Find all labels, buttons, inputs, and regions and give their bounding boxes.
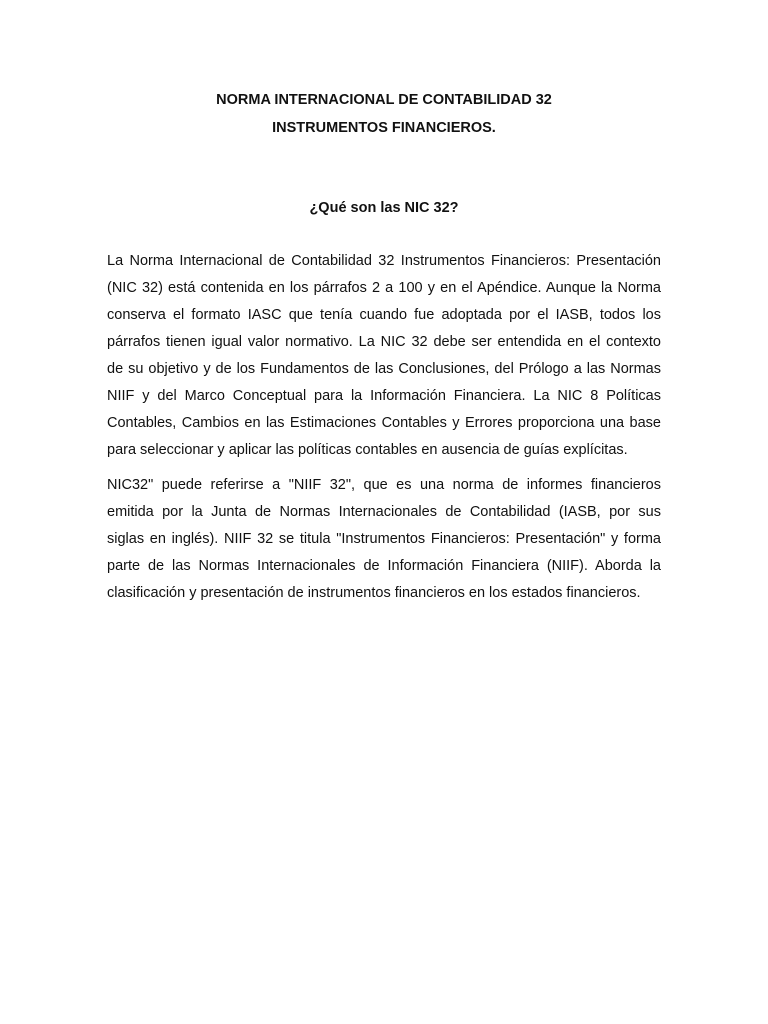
paragraph-line: parte de las Normas Internacionales de Información Financiera (NIIF). Aborda la bbox=[107, 558, 661, 574]
document-title: NORMA INTERNACIONAL DE CONTABILIDAD 32 bbox=[216, 92, 552, 108]
paragraph-line: NIIF y del Marco Conceptual para la Información Financiera. La NIC 8 Políticas bbox=[107, 388, 661, 404]
paragraph-line: de su objetivo y de los Fundamentos de las Conclusiones, del Prólogo a las Normas bbox=[107, 361, 661, 377]
paragraph-line: clasificación y presentación de instrumentos financieros en los estados financieros. bbox=[107, 585, 641, 601]
paragraph-line: La Norma Internacional de Contabilidad 32 Instrumentos Financieros: Presentación bbox=[107, 253, 661, 269]
paragraph-line: siglas en inglés). NIIF 32 se titula "Instrumentos Financieros: Presentación" y forma bbox=[107, 531, 661, 547]
paragraph-line: párrafos tienen igual valor normativo. La NIC 32 debe ser entendida en el contexto bbox=[107, 334, 661, 350]
paragraph-2 bbox=[107, 472, 661, 607]
paragraph-line: NIC32" puede referirse a "NIIF 32", que es una norma de informes financieros bbox=[107, 477, 661, 493]
paragraph-line: Contables, Cambios en las Estimaciones Contables y Errores proporciona una base bbox=[107, 415, 661, 431]
paragraph-line: (NIC 32) está contenida en los párrafos 2 a 100 y en el Apéndice. Aunque la Norma bbox=[107, 280, 661, 296]
paragraph-1 bbox=[107, 248, 661, 464]
paragraph-line: emitida por la Junta de Normas Internacionales de Contabilidad (IASB, por sus bbox=[107, 504, 661, 520]
document-subtitle: INSTRUMENTOS FINANCIEROS. bbox=[272, 120, 496, 136]
section-heading: ¿Qué son las NIC 32? bbox=[309, 200, 459, 216]
paragraph-line: para seleccionar y aplicar las políticas contables en ausencia de guías explícitas. bbox=[107, 442, 628, 458]
paragraph-line: conserva el formato IASC que tenía cuando fue adoptada por el IASB, todos los bbox=[107, 307, 661, 323]
